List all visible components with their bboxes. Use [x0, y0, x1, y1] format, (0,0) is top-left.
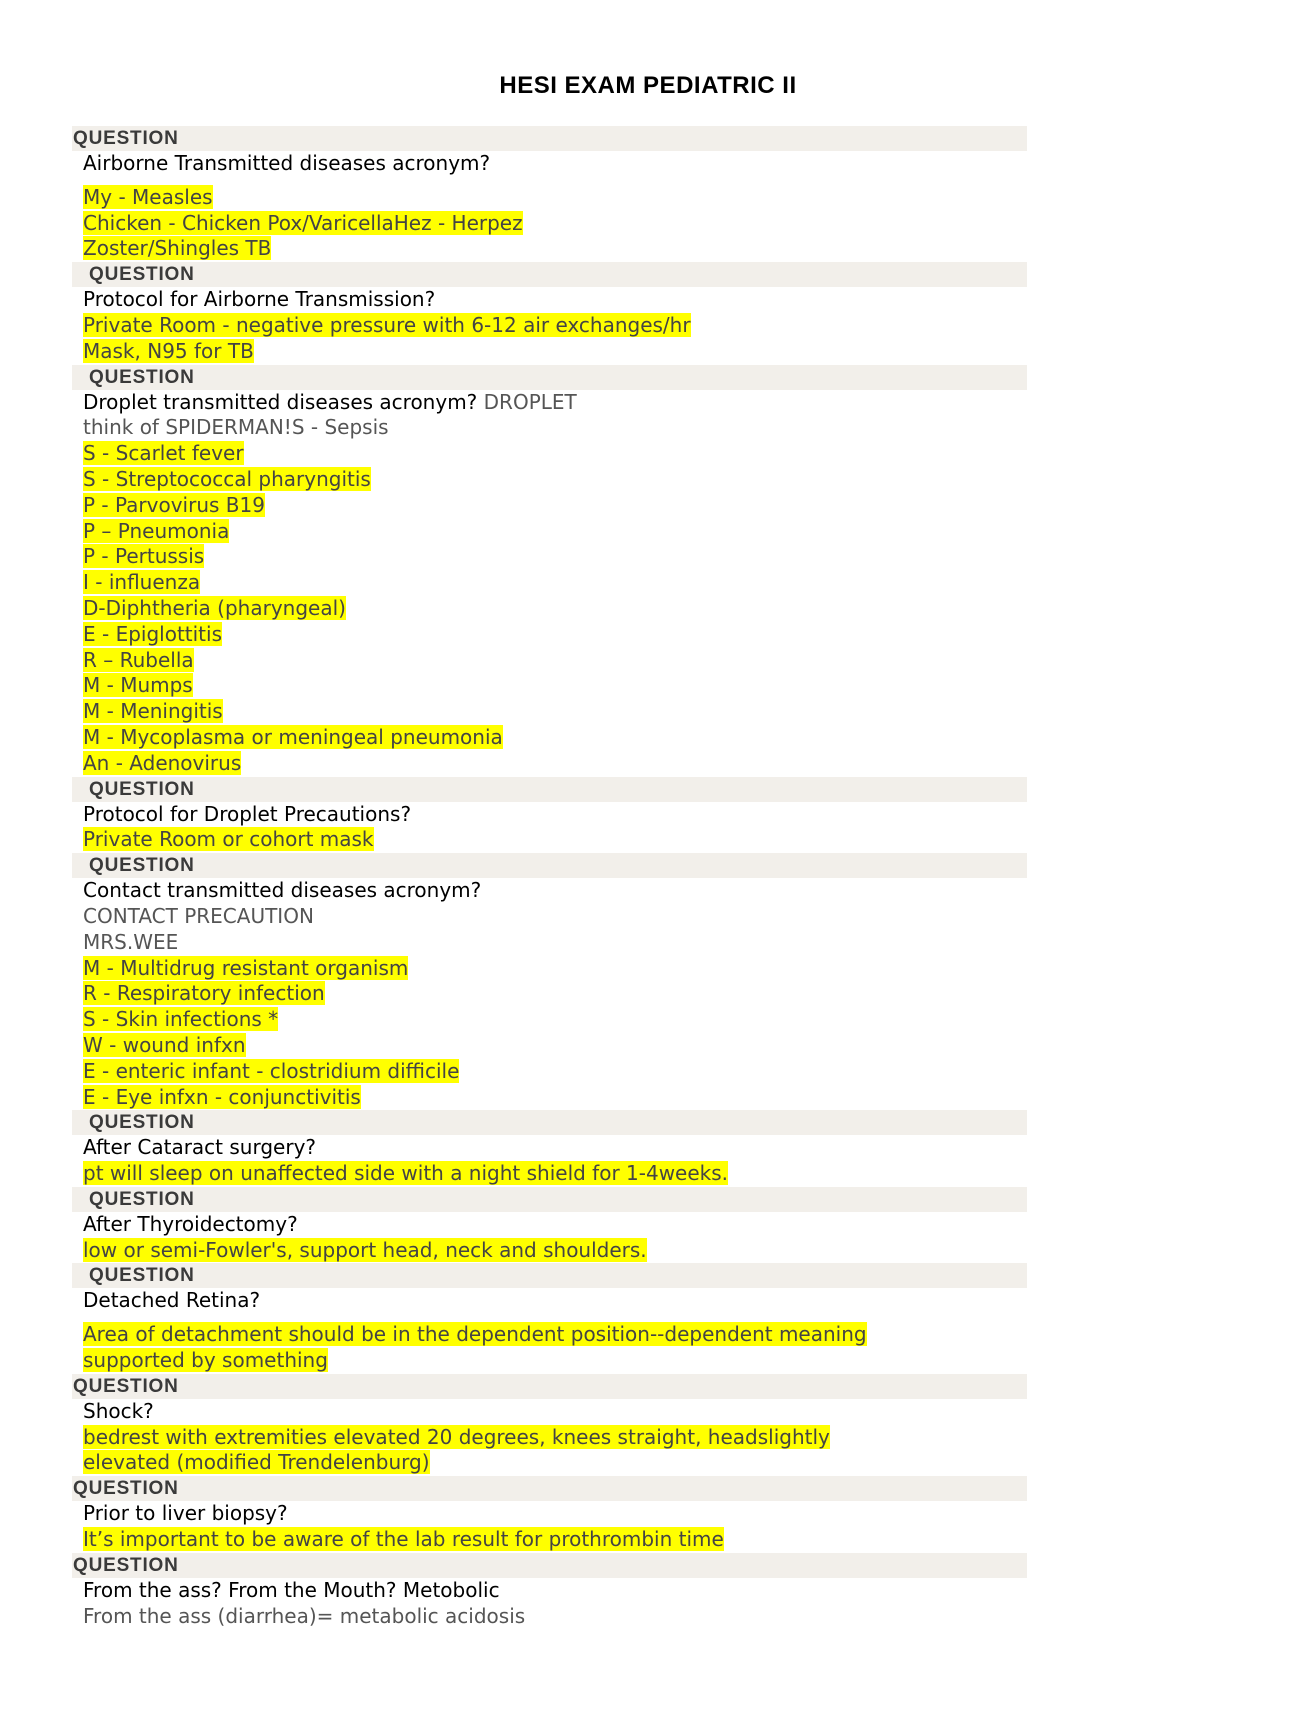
answer-line: [72, 185, 1027, 211]
qa-block: [72, 1110, 1027, 1187]
question-text-main: After Thyroidectomy?: [83, 1211, 298, 1236]
question-header: QUESTION: [72, 1553, 1027, 1578]
question-header: QUESTION: [72, 262, 1027, 287]
qa-block: [72, 1263, 1027, 1373]
question-header: QUESTION: [72, 777, 1027, 802]
answer-line: [72, 339, 1027, 365]
answer-line: [72, 1059, 1027, 1085]
answer-line: [72, 1085, 1027, 1111]
question-header: QUESTION: [72, 1476, 1027, 1501]
highlighted-answer-text: Mask, N95 for TB: [83, 338, 254, 363]
question-text-suffix: DROPLET: [477, 389, 577, 414]
highlighted-answer-text: It’s important to be aware of the lab result for prothrombin time: [83, 1527, 724, 1552]
highlighted-answer-text: bedrest with extremities elevated 20 degrees, knees straight, headslightly: [83, 1424, 830, 1449]
qa-block: [72, 365, 1027, 777]
qa-block: [72, 1476, 1027, 1553]
answer-line: [72, 1348, 1027, 1374]
qa-block: [72, 126, 1027, 262]
highlighted-answer-text: I - influenza: [83, 570, 201, 595]
answer-line: [72, 1322, 1027, 1348]
highlighted-answer-text: Private Room - negative pressure with 6-12 air exchanges/hr: [83, 312, 691, 337]
qa-block: [72, 1374, 1027, 1476]
answer-line: [72, 673, 1027, 699]
answer-line: [72, 699, 1027, 725]
answer-line: [72, 596, 1027, 622]
question-header: QUESTION: [72, 1110, 1027, 1135]
question-header: QUESTION: [72, 1263, 1027, 1288]
highlighted-answer-text: S - Scarlet fever: [83, 441, 244, 466]
question-text-main: Droplet transmitted diseases acronym?: [83, 389, 478, 414]
highlighted-answer-text: W - wound infxn: [83, 1032, 246, 1057]
highlighted-answer-text: Zoster/Shingles TB: [83, 236, 272, 261]
highlighted-answer-text: M - Multidrug resistant organism: [83, 955, 409, 980]
highlighted-answer-text: R - Respiratory infection: [83, 981, 325, 1006]
answer-line: [72, 1425, 1027, 1451]
question-text-main: After Cataract surgery?: [83, 1135, 317, 1160]
highlighted-answer-text: S - Skin infections *: [83, 1007, 279, 1032]
question-text: [72, 287, 1027, 313]
answer-line: [72, 415, 1027, 441]
answer-line: [72, 236, 1027, 262]
question-text: [72, 1288, 1027, 1314]
question-text-main: Protocol for Droplet Precautions?: [83, 801, 412, 826]
answer-line: [72, 544, 1027, 570]
qa-block: [72, 262, 1027, 364]
answer-line: [72, 827, 1027, 853]
answer-line: [72, 981, 1027, 1007]
answer-line: [72, 493, 1027, 519]
question-text-main: Prior to liver biopsy?: [83, 1501, 288, 1526]
question-text-main: Shock?: [83, 1398, 154, 1423]
question-text: [72, 878, 1027, 904]
qa-list: [72, 126, 1027, 1629]
highlighted-answer-text: E - enteric infant - clostridium difficile: [83, 1058, 460, 1083]
answer-line: [72, 313, 1027, 339]
answer-line: [72, 519, 1027, 545]
highlighted-answer-text: S - Streptococcal pharyngitis: [83, 466, 371, 491]
question-header: QUESTION: [72, 365, 1027, 390]
highlighted-answer-text: E - Eye infxn - conjunctivitis: [83, 1084, 361, 1109]
highlighted-answer-text: P – Pneumonia: [83, 518, 230, 543]
question-text-main: Airborne Transmitted diseases acronym?: [83, 151, 491, 175]
question-text-main: From the ass? From the Mouth? Metobolic: [83, 1577, 500, 1602]
answer-line: [72, 725, 1027, 751]
page-title: HESI EXAM PEDIATRIC II: [499, 72, 797, 99]
answer-line: [72, 1527, 1027, 1553]
question-text: [72, 390, 1027, 416]
question-text-main: Contact transmitted diseases acronym?: [83, 878, 482, 903]
answer-line: [72, 1033, 1027, 1059]
highlighted-answer-text: Area of detachment should be in the dependent position--dependent meaning: [83, 1322, 867, 1347]
question-text: [72, 1212, 1027, 1238]
answer-line: [72, 570, 1027, 596]
answer-line: [72, 956, 1027, 982]
question-header: QUESTION: [72, 853, 1027, 878]
highlighted-answer-text: M - Mycoplasma or meningeal pneumonia: [83, 724, 503, 749]
highlighted-answer-text: D-Diphtheria (pharyngeal): [83, 595, 346, 620]
highlighted-answer-text: M - Mumps: [83, 673, 193, 698]
question-text-main: Protocol for Airborne Transmission?: [83, 287, 436, 312]
qa-block: [72, 853, 1027, 1110]
answer-line: [72, 904, 1027, 930]
question-text: [72, 1135, 1027, 1161]
answer-line: [72, 648, 1027, 674]
highlighted-answer-text: R – Rubella: [83, 647, 194, 672]
answer-text: CONTACT PRECAUTION: [83, 903, 314, 928]
highlighted-answer-text: M - Meningitis: [83, 699, 223, 724]
answer-text: MRS.WEE: [83, 929, 179, 954]
answer-line: [72, 1007, 1027, 1033]
answer-text: think of SPIDERMAN!S - Sepsis: [83, 415, 389, 440]
answer-line: [72, 1161, 1027, 1187]
highlighted-answer-text: pt will sleep on unaffected side with a night shield for 1-4weeks.: [83, 1161, 729, 1186]
answer-text: From the ass (diarrhea)= metabolic acidosis: [83, 1603, 526, 1628]
answer-line: [72, 441, 1027, 467]
question-text: [72, 1578, 1027, 1604]
question-header: QUESTION: [72, 1187, 1027, 1212]
qa-block: [72, 1187, 1027, 1264]
highlighted-answer-text: E - Epiglottitis: [83, 621, 223, 646]
highlighted-answer-text: Chicken - Chicken Pox/VaricellaHez - Herpez: [83, 210, 523, 235]
highlighted-answer-text: My - Measles: [83, 184, 213, 209]
question-header: QUESTION: [72, 126, 1027, 151]
question-header: QUESTION: [72, 1374, 1027, 1399]
answer-line: [72, 1238, 1027, 1264]
answer-line: [72, 1604, 1027, 1630]
highlighted-answer-text: P - Parvovirus B19: [83, 492, 265, 517]
highlighted-answer-text: low or semi-Fowler's, support head, neck and shoulders.: [83, 1237, 647, 1262]
answer-line: [72, 211, 1027, 237]
answer-line: [72, 930, 1027, 956]
highlighted-answer-text: supported by something: [83, 1348, 328, 1373]
question-text: [72, 151, 1027, 177]
question-text: [72, 1501, 1027, 1527]
qa-block: [72, 777, 1027, 854]
answer-line: [72, 467, 1027, 493]
highlighted-answer-text: P - Pertussis: [83, 544, 205, 569]
question-text: [72, 1399, 1027, 1425]
highlighted-answer-text: elevated (modified Trendelenburg): [83, 1450, 430, 1475]
answer-line: [72, 622, 1027, 648]
highlighted-answer-text: An - Adenovirus: [83, 750, 242, 775]
question-text-main: Detached Retina?: [83, 1288, 261, 1313]
question-text: [72, 802, 1027, 828]
highlighted-answer-text: Private Room or cohort mask: [83, 827, 374, 852]
answer-line: [72, 1450, 1027, 1476]
answer-line: [72, 751, 1027, 777]
qa-block: [72, 1553, 1027, 1630]
